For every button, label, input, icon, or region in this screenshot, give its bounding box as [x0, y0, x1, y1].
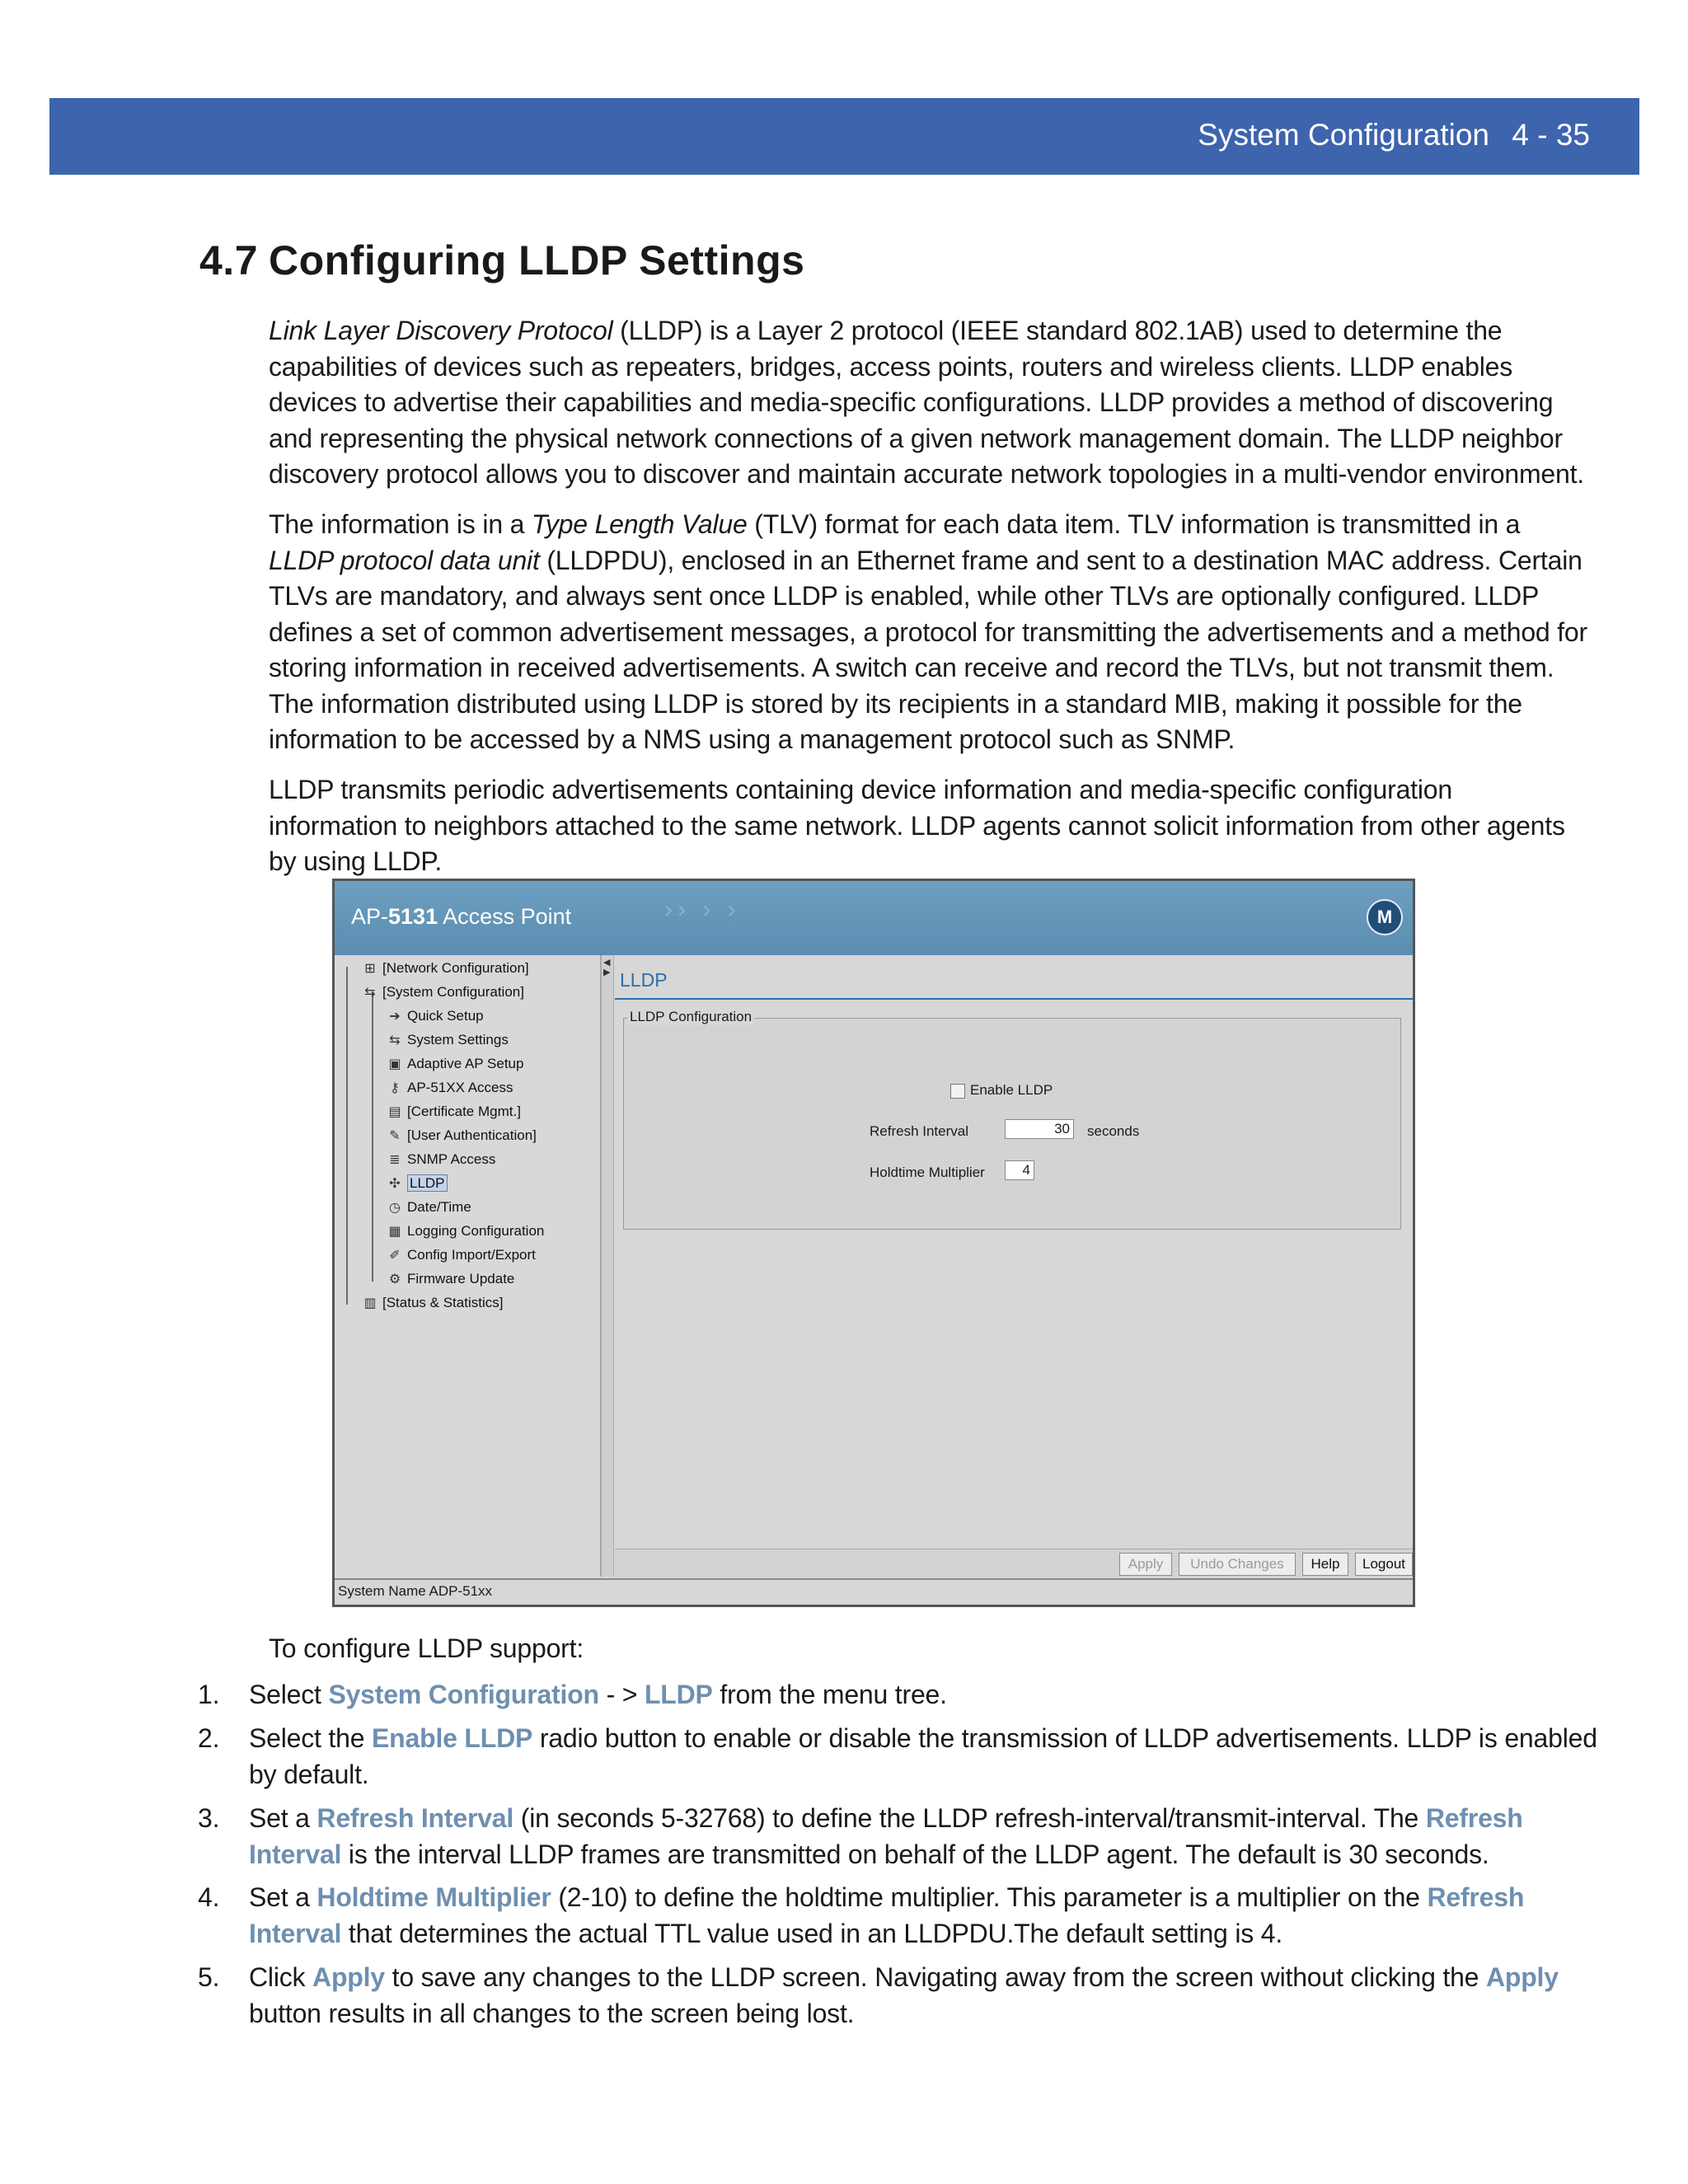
step-number: 4.	[198, 1882, 220, 1912]
adaptive-ap-icon: ▣	[388, 1057, 401, 1071]
status-bar: System Name ADP-51xx	[335, 1578, 1413, 1605]
pane-splitter[interactable]	[602, 955, 614, 1577]
step-text	[249, 1960, 1601, 2032]
arrow-right-icon: ➔	[389, 1009, 401, 1024]
access-key-icon: ⚷	[390, 1080, 400, 1095]
tree-label: AP-51XX Access	[407, 1080, 513, 1095]
step-text-part: Click	[249, 1962, 313, 1992]
step-number: 3.	[198, 1803, 220, 1833]
refresh-interval-input[interactable]: 30	[1005, 1119, 1074, 1139]
ui-term-refresh-interval: Refresh Interval	[249, 1803, 1523, 1869]
ap5131-screenshot	[332, 879, 1415, 1607]
log-icon: ▦	[388, 1224, 401, 1239]
apply-button[interactable]: Apply	[1119, 1553, 1172, 1576]
lldp-icon: ✣	[389, 1176, 401, 1191]
paragraph-text: (LLDPDU), enclosed in an Ethernet frame and sent to a destination MAC address. Certain TLVs are mandatory, and always sent once LLDP is enabled, while other TLVs are optionally configured. LLDP defines a set of common advertisement messages, a protocol for transmitting the advertisements and a method for storing information in received advertisements. A switch can receive and record the TLVs, but not transmit them. The information distributed using LLDP is stored by its recipients in a standard MIB, making it possible for the information to be accessed by a NMS using a management protocol such as SNMP.	[269, 545, 1587, 754]
collapse-left-icon[interactable]: ◀	[603, 958, 611, 968]
lldp-panel	[615, 955, 1413, 1577]
app-title-suffix: Access Point	[438, 904, 572, 929]
tree-node-ap51xx-access[interactable]	[386, 1080, 513, 1096]
step-text	[249, 1677, 1601, 1713]
step-text-part: (in seconds 5-32768) to define the LLDP refresh-interval/transmit-interval. The	[513, 1803, 1426, 1833]
procedure-intro: To configure LLDP support:	[269, 1633, 584, 1663]
help-button[interactable]: Help	[1302, 1553, 1348, 1576]
term-lldpdu: LLDP protocol data unit	[269, 545, 540, 575]
term-tlv: Type Length Value	[531, 509, 748, 539]
tree-label: System Settings	[407, 1032, 509, 1047]
tree-node-status-statistics[interactable]	[361, 1295, 503, 1311]
step-text-part: Set a	[249, 1803, 317, 1833]
import-export-icon: ✐	[389, 1248, 401, 1263]
tree-node-user-authentication[interactable]	[386, 1127, 537, 1144]
tree-label: LLDP	[407, 1174, 448, 1192]
decorative-arrows-icon: ›› › ›	[664, 896, 741, 923]
motorola-logo-icon: M	[1367, 899, 1403, 935]
paragraph-advertisements: LLDP transmits periodic advertisements containing device information and media-specific configuration information to neighbors attached to the same network. LLDP agents cannot solicit information from other agents by using LLDP.	[269, 775, 1565, 876]
tree-label: [Certificate Mgmt.]	[407, 1104, 521, 1119]
tree-label: [User Authentication]	[407, 1127, 537, 1143]
step-text	[249, 1721, 1601, 1793]
step-text-part: button results in all changes to the screen being lost.	[249, 1998, 855, 2028]
tree-node-firmware-update[interactable]	[386, 1271, 514, 1287]
holdtime-multiplier-label: Holdtime Multiplier	[870, 1165, 985, 1180]
paragraph-text: (LLDP) is a Layer 2 protocol (IEEE standard 802.1AB) used to determine the capabilities of devices such as repeaters, bridges, access points, routers and wireless clients. LLDP enables devices to advertise their capabilities and media-specific configurations. LLDP provides a method of discovering and representing the physical network connections of a given network management domain. The LLDP neighbor discovery protocol allows you to discover and maintain accurate network topologies in a multi-vendor environment.	[269, 316, 1584, 489]
tree-label: Logging Configuration	[407, 1223, 545, 1239]
step-text-part: Select	[249, 1680, 329, 1709]
paragraph-text: The information is in a	[269, 509, 532, 539]
lldp-configuration-group	[623, 1009, 1401, 1230]
refresh-interval-unit: seconds	[1087, 1123, 1140, 1139]
undo-changes-button[interactable]: Undo Changes	[1179, 1553, 1296, 1576]
logout-button[interactable]: Logout	[1355, 1553, 1413, 1576]
ui-term-refresh-interval: Refresh Interval	[316, 1803, 514, 1833]
tree-node-system-settings[interactable]	[386, 1032, 509, 1048]
enable-lldp-checkbox[interactable]	[950, 1084, 965, 1099]
running-header	[49, 98, 1639, 175]
tree-node-config-import-export[interactable]	[386, 1247, 536, 1263]
step-text-part: to save any changes to the LLDP screen. Navigating away from the screen without clicking the	[384, 1962, 1486, 1992]
tree-guide-line	[346, 967, 348, 1305]
ui-term-holdtime-multiplier: Holdtime Multiplier	[316, 1882, 551, 1912]
enable-lldp-row	[950, 1082, 1053, 1099]
step-text	[249, 1880, 1601, 1952]
tree-label: [Network Configuration]	[382, 960, 529, 976]
step-text	[249, 1801, 1601, 1872]
section-number: 4.7	[199, 237, 259, 284]
settings-icon: ⇆	[389, 1033, 401, 1047]
step-text-part: (2-10) to define the holdtime multiplier. This parameter is a multiplier on the	[551, 1882, 1428, 1912]
tree-node-network-configuration[interactable]	[361, 960, 529, 977]
tree-guide-line	[372, 991, 373, 1282]
app-title-bar	[335, 881, 1413, 955]
certificate-icon: ▤	[388, 1104, 401, 1119]
refresh-interval-label: Refresh Interval	[870, 1123, 968, 1139]
tree-label: Firmware Update	[407, 1271, 515, 1286]
step-text-part: from the menu tree.	[712, 1680, 947, 1709]
clock-icon: ◷	[389, 1200, 401, 1215]
step-text-part: Set a	[249, 1882, 317, 1912]
firmware-gear-icon: ⚙	[388, 1272, 401, 1286]
tree-label: Quick Setup	[407, 1008, 484, 1024]
header-page-number: 4 - 35	[1512, 118, 1590, 152]
tree-node-quick-setup[interactable]	[386, 1008, 484, 1024]
ui-term-system-configuration: System Configuration	[328, 1680, 599, 1709]
tree-label: [Status & Statistics]	[382, 1295, 504, 1310]
step-text-part: radio button to enable or disable the transmission of LLDP advertisements. LLDP is enabled by default.	[249, 1723, 1597, 1789]
button-bar	[615, 1549, 1413, 1577]
tree-node-certificate-mgmt[interactable]	[386, 1104, 521, 1120]
tree-label: SNMP Access	[407, 1151, 496, 1167]
step-text-part: is the interval LLDP frames are transmitted on behalf of the LLDP agent. The default is 30 seconds.	[341, 1839, 1489, 1869]
term-lldp: Link Layer Discovery Protocol	[269, 316, 613, 345]
panel-title: LLDP	[620, 969, 668, 991]
tree-label: Date/Time	[407, 1199, 471, 1215]
network-icon: ⊞	[364, 961, 376, 976]
paragraph-text: (TLV) format for each data item. TLV information is transmitted in a	[747, 509, 1521, 539]
tree-node-date-time[interactable]	[386, 1199, 471, 1216]
step-number: 2.	[198, 1723, 220, 1753]
tree-label: Adaptive AP Setup	[407, 1056, 524, 1071]
tree-node-system-configuration[interactable]	[361, 984, 524, 1001]
app-title	[351, 904, 571, 930]
step-number: 5.	[198, 1962, 220, 1992]
paragraph-tlv	[269, 507, 1587, 758]
paragraph-lldp-intro	[269, 313, 1587, 493]
step-number: 1.	[198, 1680, 220, 1709]
app-model: 5131	[388, 904, 438, 929]
enable-lldp-label: Enable LLDP	[970, 1082, 1053, 1098]
tree-node-lldp[interactable]	[386, 1175, 448, 1192]
ui-term-lldp: LLDP	[644, 1680, 713, 1709]
tree-label: [System Configuration]	[382, 984, 524, 1000]
app-title-prefix: AP-	[351, 904, 389, 929]
step-text-part: Select the	[249, 1723, 373, 1753]
holdtime-multiplier-input[interactable]: 4	[1005, 1160, 1034, 1180]
title-underline	[615, 998, 1413, 1000]
expand-right-icon[interactable]: ▶	[603, 968, 611, 977]
ui-term-refresh-interval: Refresh Interval	[249, 1882, 1525, 1948]
header-section-title: System Configuration	[1198, 118, 1489, 152]
system-icon: ⇆	[364, 985, 376, 1000]
snmp-icon: ≣	[389, 1152, 401, 1167]
ui-term-apply: Apply	[1485, 1962, 1559, 1992]
step-text-part: that determines the actual TTL value used in an LLDPDU.The default setting is 4.	[341, 1918, 1283, 1948]
user-auth-icon: ✎	[389, 1128, 401, 1143]
menu-tree	[338, 955, 602, 1577]
ui-term-enable-lldp: Enable LLDP	[372, 1723, 533, 1753]
tree-node-adaptive-ap-setup[interactable]	[386, 1056, 523, 1072]
tree-node-logging-configuration[interactable]	[386, 1223, 544, 1240]
tree-node-snmp-access[interactable]	[386, 1151, 495, 1168]
statistics-icon: ▥	[363, 1296, 377, 1310]
tree-label: Config Import/Export	[407, 1247, 536, 1263]
section-heading	[199, 237, 804, 284]
step-text-part: - >	[598, 1680, 645, 1709]
group-title: LLDP Configuration	[627, 1009, 754, 1025]
section-title: Configuring LLDP Settings	[269, 237, 805, 284]
ui-term-apply: Apply	[312, 1962, 385, 1992]
